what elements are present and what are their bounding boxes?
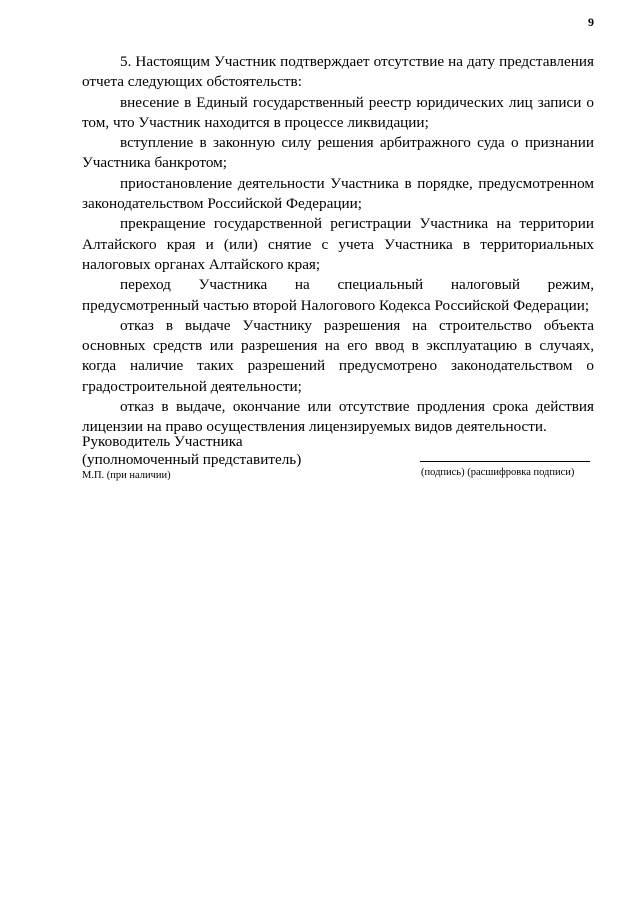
signatory-subtitle: (уполномоченный представитель): [82, 450, 302, 468]
paragraph-liquidation: внесение в Единый государственный реестр юридических лиц записи о том, что Участник находится в процессе ликвидации;: [82, 93, 594, 131]
paragraph-registration: прекращение государственной регистрации Участника на территории Алтайского края и (или) снятие с учета Участника в территориальных налоговых органах Алтайского края;: [82, 215, 594, 273]
paragraph-license: отказ в выдаче, окончание или отсутствие продления срока действия лицензии на право осуществления лицензируемых видов деятельности.: [82, 398, 594, 436]
paragraph-construction-permit: отказ в выдаче Участнику разрешения на строительство объекта основных средств или разрешения на его ввод в эксплуатацию в случаях, когда наличие таких разрешений предусмотрено законодательством о градостроительной деятельности;: [82, 316, 594, 395]
paragraph-intro: 5. Настоящим Участник подтверждает отсутствие на дату представления отчета следующих обстоятельств:: [82, 53, 594, 91]
paragraph-suspension: приостановление деятельности Участника в порядке, предусмотренном законодательством Российской Федерации;: [82, 174, 594, 213]
document-body: [82, 52, 594, 438]
signature-block: [82, 433, 382, 481]
paragraph-tax-regime: переход Участника на специальный налоговый режим, предусмотренный частью второй Налогового Кодекса Российской Федерации;: [82, 276, 594, 314]
signature-line: [420, 461, 590, 462]
signature-caption: (подпись) (расшифровка подписи): [421, 467, 575, 478]
page-number: 9: [588, 15, 594, 29]
stamp-note: М.П. (при наличии): [82, 470, 171, 481]
signatory-title: Руководитель Участника: [82, 433, 243, 450]
paragraph-bankruptcy: вступление в законную силу решения арбитражного суда о признании Участника банкротом;: [82, 134, 594, 172]
